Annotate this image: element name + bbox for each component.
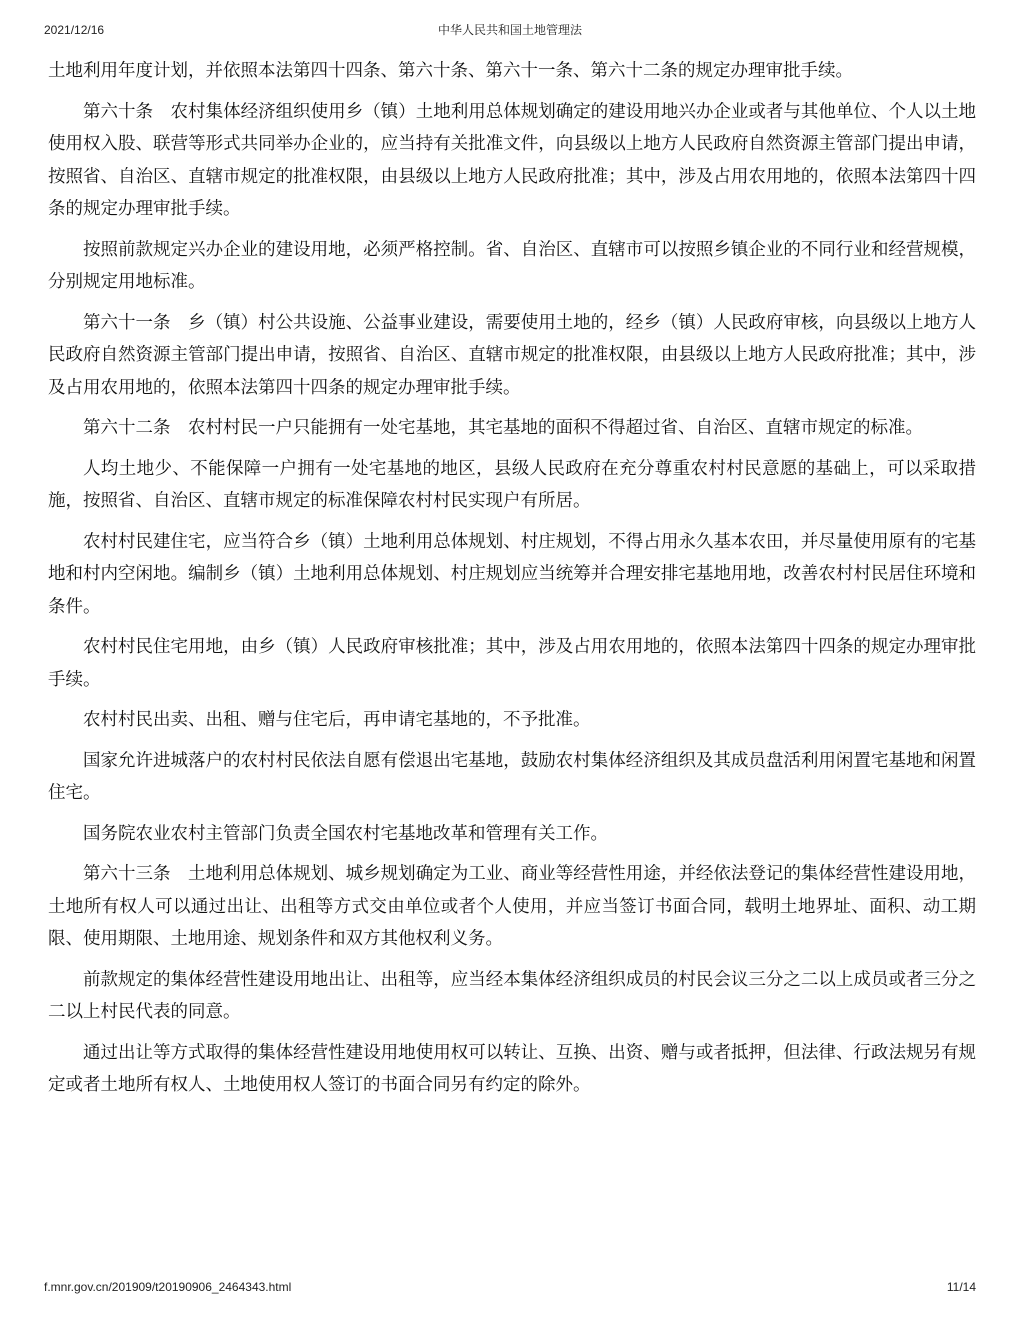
article-60: 第六十条 农村集体经济组织使用乡（镇）土地利用总体规划确定的建设用地兴办企业或者与其他单位、个人以土地使用权入股、联营等形式共同举办企业的，应当持有关批准文件，向县级以上地方人民政府自然资源主管部门提出申请，按照省、自治区、直辖市规定的批准权限，由县级以上地方人民政府批准；其中，涉及占用农用地的，依照本法第四十四条的规定办理审批手续。 [48, 101, 976, 219]
article-63-paragraph-2: 前款规定的集体经营性建设用地出让、出租等，应当经本集体经济组织成员的村民会议三分之二以上成员或者三分之二以上村民代表的同意。 [48, 969, 976, 1022]
article-63-paragraph-3: 通过出让等方式取得的集体经营性建设用地使用权可以转让、互换、出资、赠与或者抵押，但法律、行政法规另有规定或者土地所有权人、土地使用权人签订的书面合同另有约定的除外。 [48, 1042, 976, 1095]
article-61: 第六十一条 乡（镇）村公共设施、公益事业建设，需要使用土地的，经乡（镇）人民政府审核，向县级以上地方人民政府自然资源主管部门提出申请，按照省、自治区、直辖市规定的批准权限，由县级以上地方人民政府批准；其中，涉及占用农用地的，依照本法第四十四条的规定办理审批手续。 [48, 312, 976, 398]
article-62-paragraph-4: 农村村民住宅用地，由乡（镇）人民政府审核批准；其中，涉及占用农用地的，依照本法第四十四条的规定办理审批手续。 [48, 637, 976, 690]
article-62-paragraph-3: 农村村民建住宅，应当符合乡（镇）土地利用总体规划、村庄规划，不得占用永久基本农田，并尽量使用原有的宅基地和村内空闲地。编制乡（镇）土地利用总体规划、村庄规划应当统筹并合理安排宅基地用地，改善农村村民居住环境和条件。 [48, 531, 976, 617]
article-63: 第六十三条 土地利用总体规划、城乡规划确定为工业、商业等经营性用途，并经依法登记的集体经营性建设用地，土地所有权人可以通过出让、出租等方式交由单位或者个人使用，并应当签订书面合同，载明土地界址、面积、动工期限、使用期限、土地用途、规划条件和双方其他权利义务。 [48, 864, 976, 949]
paragraph-continuation: 土地利用年度计划，并依照本法第四十四条、第六十条、第六十一条、第六十二条的规定办理审批手续。 [48, 61, 853, 81]
document-title: 中华人民共和国土地管理法 [437, 23, 582, 37]
article-62-paragraph-2: 人均土地少、不能保障一户拥有一处宅基地的地区，县级人民政府在充分尊重农村村民意愿的基础上，可以采取措施，按照省、自治区、直辖市规定的标准保障农村村民实现户有所居。 [48, 458, 976, 511]
article-60-paragraph-2: 按照前款规定兴办企业的建设用地，必须严格控制。省、自治区、直辖市可以按照乡镇企业的不同行业和经营规模，分别规定用地标准。 [48, 239, 976, 292]
print-date: 2021/12/16 [44, 23, 105, 37]
document-body [48, 55, 976, 1110]
page-number: 11/14 [946, 1280, 976, 1294]
source-url: f.mnr.gov.cn/201909/t20190906_2464343.html [44, 1280, 292, 1294]
article-62: 第六十二条 农村村民一户只能拥有一处宅基地，其宅基地的面积不得超过省、自治区、直辖市规定的标准。 [83, 418, 923, 438]
article-62-paragraph-5: 农村村民出卖、出租、赠与住宅后，再申请宅基地的，不予批准。 [83, 710, 591, 730]
article-62-paragraph-7: 国务院农业农村主管部门负责全国农村宅基地改革和管理有关工作。 [83, 823, 608, 844]
article-62-paragraph-6: 国家允许进城落户的农村村民依法自愿有偿退出宅基地，鼓励农村集体经济组织及其成员盘活利用闲置宅基地和闲置住宅。 [48, 750, 976, 803]
